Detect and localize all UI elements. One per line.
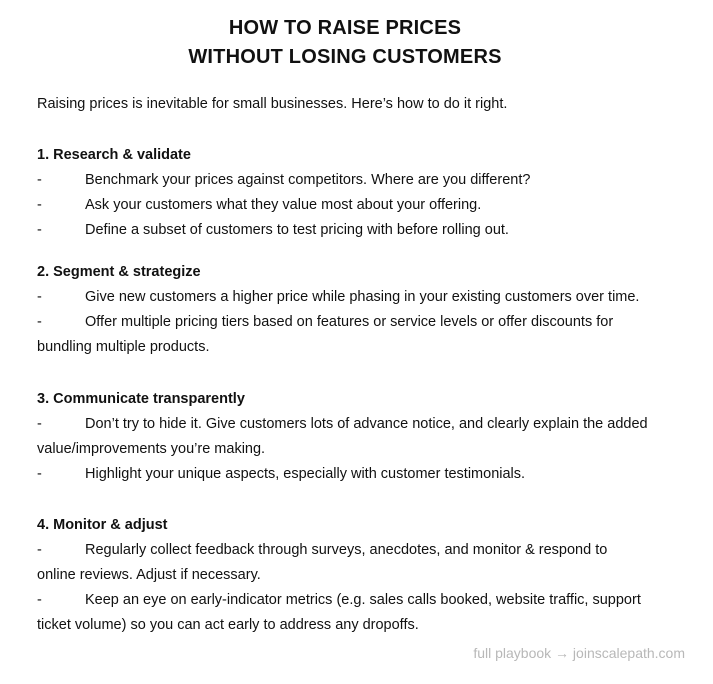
bullet-text-continuation: value/improvements you’re making. bbox=[37, 441, 266, 457]
bullet-text: Highlight your unique aspects, especially with customer testimonials. bbox=[85, 466, 526, 482]
bullet-item bbox=[37, 218, 687, 243]
bullet-text: Give new customers a higher price while phasing in your existing customers over time. bbox=[85, 289, 640, 305]
dash-marker: - bbox=[37, 172, 42, 188]
intro-paragraph: Raising prices is inevitable for small businesses. Here’s how to do it right. bbox=[37, 96, 508, 112]
bullet-item bbox=[37, 462, 687, 487]
dash-marker: - bbox=[37, 466, 42, 482]
bullet-text: Regularly collect feedback through surveys, anecdotes, and monitor & respond to bbox=[85, 542, 608, 558]
bullet-text: Ask your customers what they value most about your offering. bbox=[85, 197, 482, 213]
bullet-item bbox=[37, 588, 687, 638]
bullet-item bbox=[37, 310, 687, 360]
dash-marker: - bbox=[37, 592, 42, 608]
bullet-text-continuation: bundling multiple products. bbox=[37, 339, 210, 355]
bullet-text: Keep an eye on early-indicator metrics (e.g. sales calls booked, website traffic, support bbox=[85, 592, 641, 608]
bullet-item bbox=[37, 193, 687, 218]
section-monitor-adjust bbox=[37, 513, 687, 638]
section-segment-strategize bbox=[37, 260, 687, 360]
section-heading: 3. Communicate transparently bbox=[37, 391, 245, 407]
page-title bbox=[0, 14, 690, 72]
bullet-text: Offer multiple pricing tiers based on features or service levels or offer discounts for bbox=[85, 314, 614, 330]
dash-marker: - bbox=[37, 542, 42, 558]
bullet-text-continuation: ticket volume) so you can act early to address any dropoffs. bbox=[37, 617, 419, 633]
section-heading: 4. Monitor & adjust bbox=[37, 517, 168, 533]
bullet-item bbox=[37, 285, 687, 310]
dash-marker: - bbox=[37, 222, 42, 238]
dash-marker: - bbox=[37, 197, 42, 213]
page-title-line-1: HOW TO RAISE PRICES bbox=[228, 17, 462, 39]
bullet-text: Benchmark your prices against competitors. Where are you different? bbox=[85, 172, 531, 188]
section-research-validate bbox=[37, 143, 687, 243]
section-communicate-transparently bbox=[37, 387, 687, 487]
section-heading: 1. Research & validate bbox=[37, 147, 191, 163]
bullet-item bbox=[37, 538, 687, 588]
bullet-text: Don’t try to hide it. Give customers lots of advance notice, and clearly explain the added bbox=[85, 416, 648, 432]
page-title-line-2: WITHOUT LOSING CUSTOMERS bbox=[188, 46, 502, 68]
bullet-item bbox=[37, 412, 687, 462]
dash-marker: - bbox=[37, 416, 42, 432]
bullet-text: Define a subset of customers to test pricing with before rolling out. bbox=[85, 222, 509, 238]
footer-link[interactable]: full playbook → joinscalepath.com bbox=[473, 645, 685, 661]
dash-marker: - bbox=[37, 289, 42, 305]
section-heading: 2. Segment & strategize bbox=[37, 264, 201, 280]
bullet-item bbox=[37, 168, 687, 193]
bullet-text-continuation: online reviews. Adjust if necessary. bbox=[37, 567, 261, 583]
dash-marker: - bbox=[37, 314, 42, 330]
